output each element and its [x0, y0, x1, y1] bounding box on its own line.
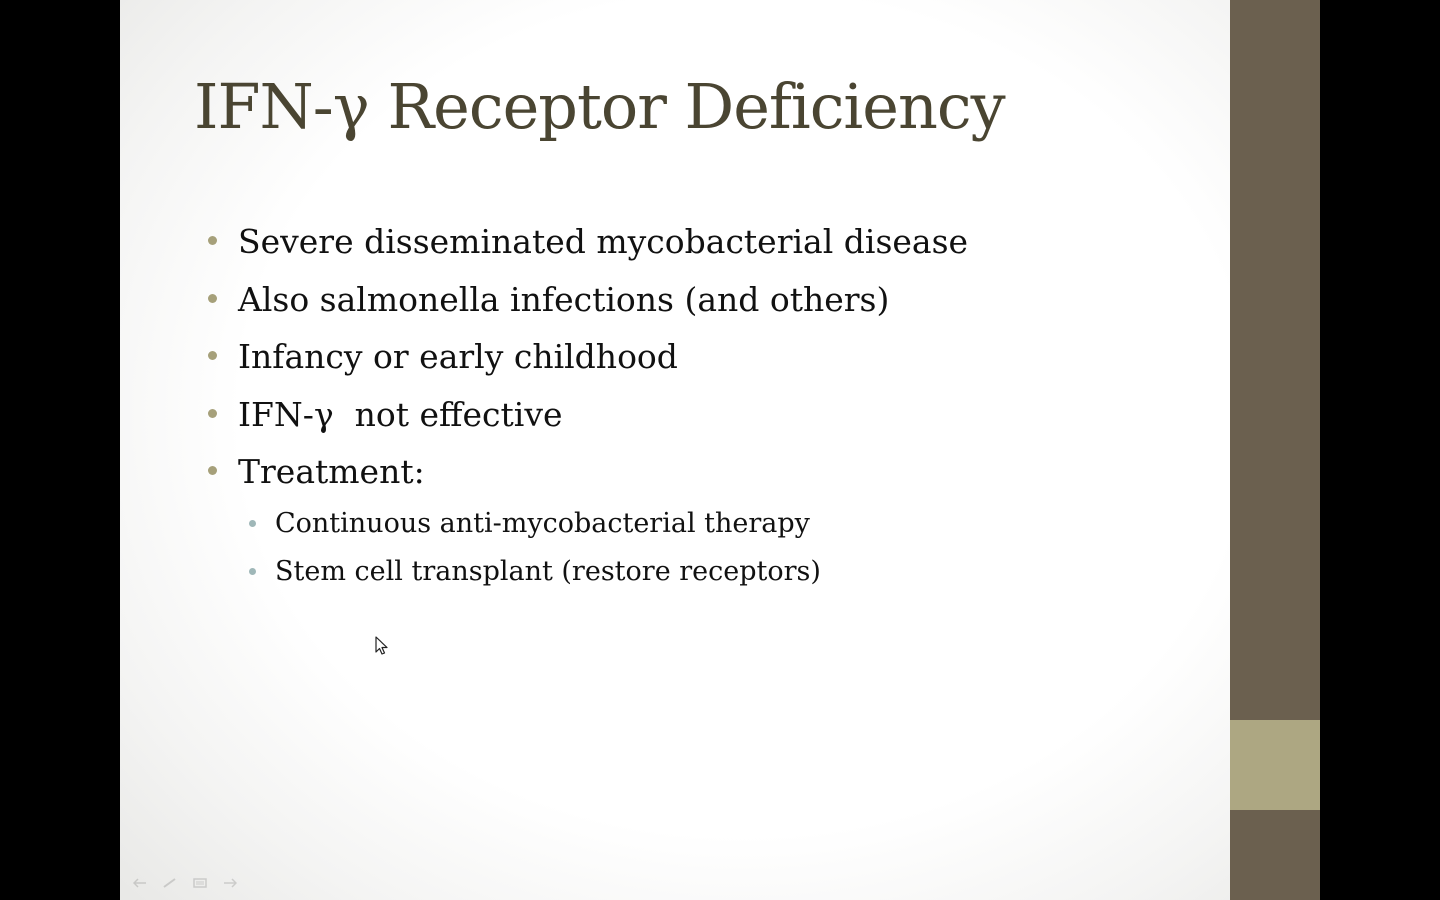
mouse-pointer-icon	[375, 636, 389, 656]
bullet-text: Infancy or early childhood	[238, 337, 678, 376]
bullet-dot-icon	[208, 351, 217, 360]
sub-bullet-dot-icon	[249, 568, 256, 575]
bullet-text: Also salmonella infections (and others)	[238, 279, 890, 319]
bullet-dot-icon	[208, 236, 217, 245]
decorative-side-accent	[1230, 720, 1320, 810]
bullet-dot-icon	[208, 409, 217, 418]
sub-bullet-text: Stem cell transplant (restore receptors)	[275, 556, 821, 587]
bullet-text: IFN-γ not effective	[238, 394, 563, 434]
slide-menu-icon[interactable]	[190, 876, 210, 890]
bullet-text: Treatment:	[238, 452, 425, 491]
bullet-text: Severe disseminated mycobacterial disease	[238, 222, 969, 261]
bullet-item	[206, 389, 968, 447]
previous-slide-icon[interactable]	[130, 876, 150, 890]
bullet-list	[206, 216, 968, 504]
bullet-dot-icon	[208, 466, 217, 475]
slide-title: IFN-γ Receptor Deficiency	[194, 70, 1005, 143]
sub-bullet-dot-icon	[249, 520, 256, 527]
presentation-slide	[120, 0, 1320, 900]
pen-icon[interactable]	[160, 876, 180, 890]
next-slide-icon[interactable]	[220, 876, 240, 890]
sub-bullet-item	[245, 548, 821, 596]
bullet-item	[206, 216, 968, 274]
bullet-item	[206, 274, 968, 332]
bullet-item	[206, 446, 968, 504]
sub-bullet-list	[245, 500, 821, 596]
sub-bullet-text: Continuous anti-mycobacterial therapy	[275, 508, 810, 539]
slideshow-toolbar	[130, 876, 240, 890]
bullet-item	[206, 331, 968, 389]
sub-bullet-item	[245, 500, 821, 548]
bullet-dot-icon	[208, 294, 217, 303]
